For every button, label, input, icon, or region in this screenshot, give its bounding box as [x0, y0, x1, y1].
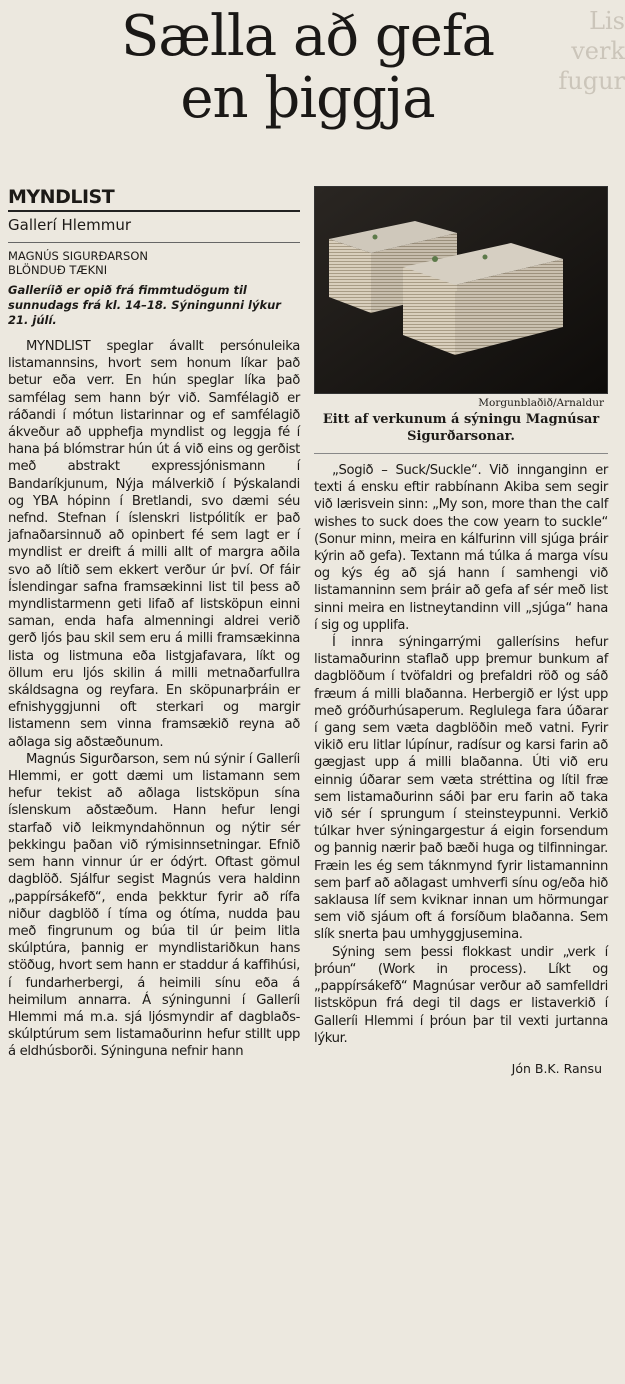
divider: [314, 453, 608, 454]
artist-name: MAGNÚS SIGURÐARSON: [8, 249, 149, 263]
photo-caption: Eitt af verkunum á sýningu Magnúsar Sigurðarsonar.: [322, 412, 600, 444]
bleed-line: verk: [571, 37, 625, 65]
newspaper-stacks-image: [315, 187, 607, 393]
left-column: [8, 186, 300, 1061]
article-paragraph: „Sogið – Suck/Suckle“. Við innganginn er texti á ensku eftir rabbínann Akiba sem segir við lærisvein sinn: „My son, more than the calf wishes to suck does the cow yearn to suckle“ (Sonur minn, meira en kálfurinn vill sjúga þráir kýrin að gefa). Textann má túlka á marga vísu og kýs ég að sjá hann í samhengi við listamanninn sem þráir að gefa af sér með list sinni meira en listneytandinn vill „sjúga“ hana í sig og upplifa.: [314, 463, 608, 633]
article-paragraph: MYNDLIST speglar ávallt persónuleika listamannsins, hvort sem honum líkar það betur eða verr. En hún speglar líka það samfélag sem hann býr við. Samfélagið er ráðandi í mótun listarinnar og ef samfélagið ákveður að upphefja myndlist og leggja fé í hana þá blómstrar hún út á við eins og gerðist með abstrakt expressjónismann í Bandaríkjunum, Nýja málverkið í Þýskalandi og YBA hópinn í Bretlandi, svo dæmi séu nefnd. Stefnan í íslenskri listpólitík er það jafnaðarsinnuð að opinbert fé sem lagt er í myndlist er dreift á milli allt of margra aðila svo að lítið sem ekkert verður úr því. Of fáir Íslendingar safna framsækinni list til þess að myndlistarmenn geti lifað af listsköpun einni saman, enda hafa almenningi aldrei verið gerð ljós þau skil sem eru á milli framsækinna lista og listmuna eða listgjafavara, líkt og öllum eru ljós skilin á milli metnaðarfullra skáldsagna og reyfara. En sköpunarþráin er efnishyggjunni oft sterkari og margir listamenn sem vinna framsækið reyna að aðlaga sig aðstæðunum.: [8, 339, 300, 750]
article-paragraph: Í innra sýningarrými gallerísins hefur listamaðurinn staflað upp þremur bunkum af dagblöðum í tvöfaldri og þrefaldri röð og sáð fræum á milli blaðanna. Herbergið er lýst upp með gróðurhúsaperum. Reglulega fara úðarar í gang sem væta dagblöðin með vatni. Fyrir vikið eru litlar lúpínur, radísur og karsi farin að gægjast upp á milli blaðanna. Úti við eru einnig úðarar sem væta stréttina og lítil fræ sem listamaðurinn sáði þar eru farin að taka við sér í sprungum í steinsteypunni. Verkið túlkar hver sýningargestur á eigin forsendum og þannig nærir það bæði huga og tilfinningar. Fræin les ég sem táknmynd fyrir listamanninn sem þarf að aðlagast umhverfi sínu og/eða hið saklausa líf sem kviknar innan um hörmungar sem við sjáum oft á forsíðum blaðanna. Sem slík snerta þau umhyggjusemina.: [314, 635, 608, 943]
section-label: MYNDLIST: [8, 186, 300, 212]
venue-name: Gallerí Hlemmur: [8, 216, 300, 243]
article-paragraph: Magnús Sigurðarson, sem nú sýnir í Galleríi Hlemmi, er gott dæmi um listamann sem hefur tekist að aðlaga listsköpun sína íslenskum aðstæðum. Hann hefur lengi starfað við leikmyndahönnun og nýtir sér þekkingu þaðan við rýmisinnsetningar. Efnið sem hann vinnur úr er ódýrt. Oftast gömul dagblöð. Sjálfur segist Magnús vera haldinn „pappírsákefð“, enda þekktur fyrir að rífa niður dagblöð í tíma og ótíma, nudda þau með fingrunum og búa til úr þeim litla skúlptúra, þannig er myndlistariðkun hans stöðug, hvort sem hann er staddur á kaffihúsi, í fundarherbergi, á heimili sínu eða á heimilum annarra. Á sýningunni í Galleríi Hlemmi má m.a. sjá ljósmyndir af dagblaðs-skúlptúrum sem listamaðurinn hefur stillt upp á eldhúsborði. Sýninguna nefnir hann: [8, 751, 300, 1060]
bleed-line: fugur: [558, 67, 625, 95]
photo-credit: Morgunblaðið/Arnaldur: [478, 397, 604, 409]
medium: BLÖNDUÐ TÆKNI: [8, 263, 108, 277]
opening-hours: Galleríið er opið frá fimmtudögum til sunnudags frá kl. 14–18. Sýningunni lýkur 21. júlí.: [8, 283, 281, 327]
adjacent-page-bleed: [545, 6, 625, 96]
headline: [0, 6, 615, 130]
headline-line-1: Sælla að gefa: [120, 4, 494, 69]
artwork-photo: [314, 186, 608, 394]
bleed-line: Lis: [589, 7, 625, 35]
artist-info: [8, 249, 300, 277]
right-column: [314, 186, 608, 1076]
headline-line-2: en þiggja: [180, 66, 435, 131]
article-paragraph: Sýning sem þessi flokkast undir „verk í þróun“ (Work in process). Líkt og „pappírsákefð“ Magnúsar verður að samfelldri listsköpun frá degi til dags er listaverkið í Galleríi Hlemmi í þróun þar til vexti jurtanna lýkur.: [314, 944, 608, 1046]
author-byline: Jón B.K. Ransu: [511, 1060, 602, 1076]
